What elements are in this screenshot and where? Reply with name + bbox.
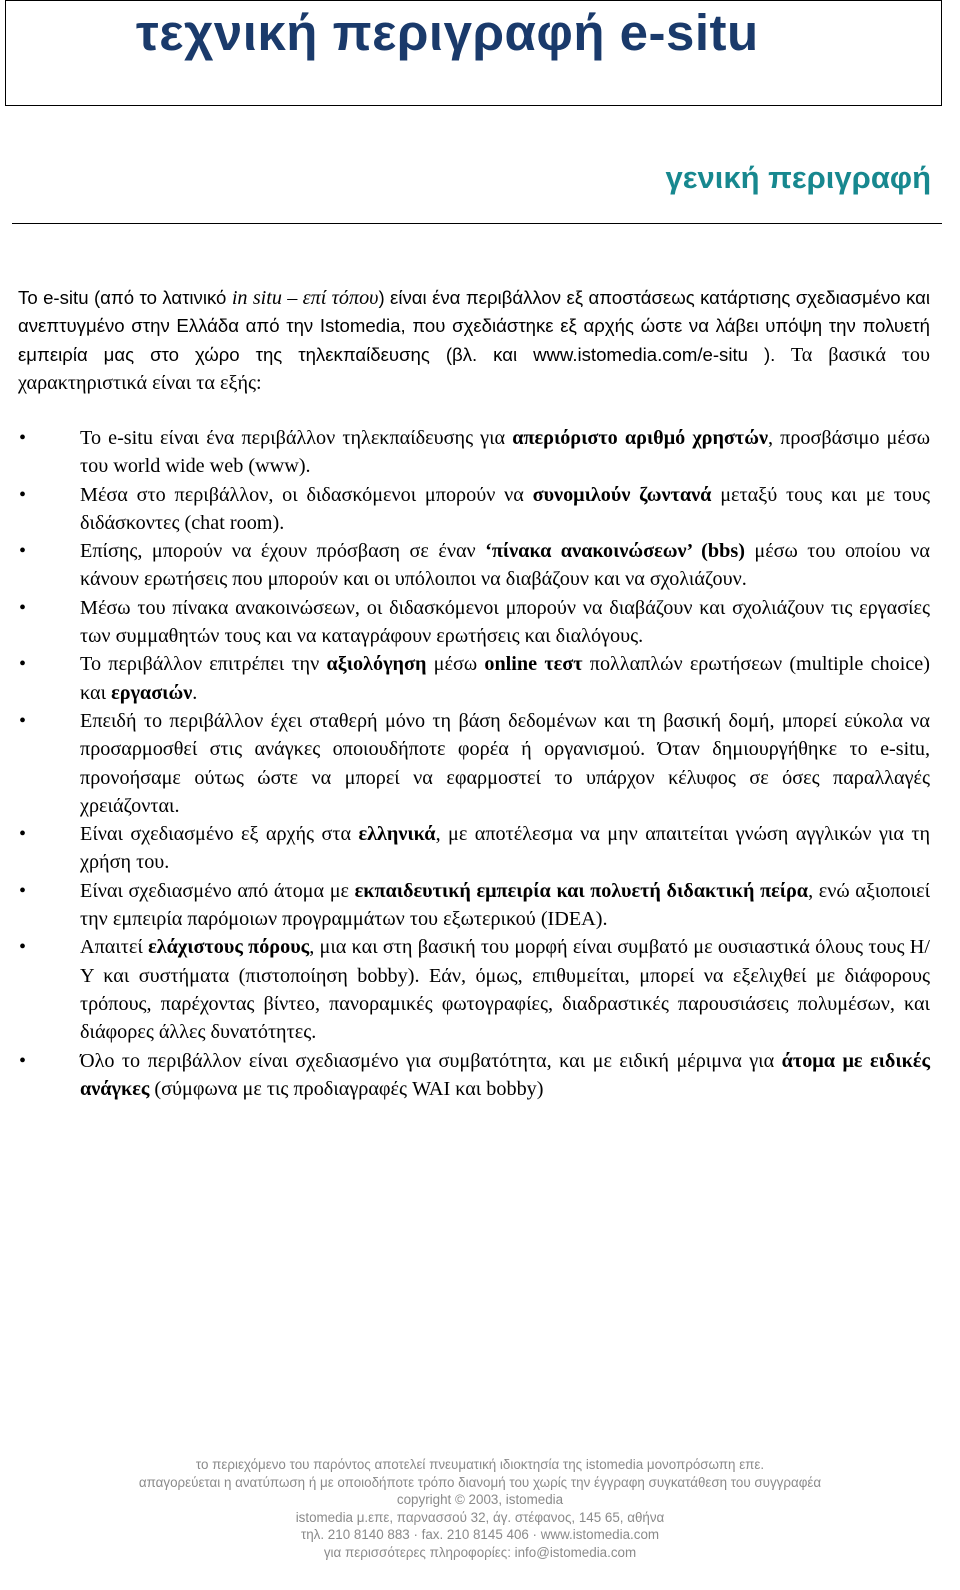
page-title: τεχνική περιγραφή e-situ — [136, 4, 759, 61]
footer-copyright: copyright © 2003, istomedia — [396, 1492, 564, 1508]
footer-reproduction-notice: απαγορεύεται η ανατύπωση ή με οποιοδήποτε τρόπο διανομή του χωρίς την έγγραφη συγκατάθεση του συγγραφέα — [138, 1474, 822, 1490]
item-text: Το e-situ είναι ένα περιβάλλον τηλεκπαίδευσης για — [80, 427, 513, 449]
bullet-icon: • — [19, 879, 27, 902]
bullet-icon: • — [19, 483, 27, 506]
list-item — [19, 424, 931, 481]
bullet-icon: • — [19, 823, 27, 846]
intro-italic: in situ – επί τόπου — [231, 287, 379, 309]
bullet-icon: • — [19, 596, 27, 619]
item-text: , προσβάσιμο μέσω του world wide web (www). — [80, 427, 931, 478]
list-item — [19, 933, 930, 1046]
list-item — [19, 594, 930, 651]
item-text: Απαιτεί — [80, 936, 149, 959]
item-text: Είναι σχεδιασμένο από άτομα με — [80, 879, 355, 902]
item-bold: απεριόριστο αριθμό χρηστών — [512, 427, 768, 449]
bullet-icon: • — [19, 427, 27, 449]
item-bold: ελάχιστους πόρους — [148, 936, 310, 959]
list-item — [19, 820, 931, 877]
item-text: Όλο το περιβάλλον είναι σχεδιασμένο για συμβατότητα, και με ειδική μέριμνα για — [80, 1049, 782, 1072]
item-bold: εκπαιδευτική εμπειρία και πολυετή διδακτική πείρα — [354, 879, 809, 902]
bullet-icon: • — [19, 709, 27, 732]
item-text: , με αποτέλεσμα να μην απαιτείται γνώση αγγλικών για τη χρήση του. — [80, 823, 931, 874]
item-text: Το περιβάλλον επιτρέπει την — [80, 653, 327, 676]
item-bold: ‘πίνακα ανακοινώσεων’ (bbs) — [485, 540, 745, 563]
bullet-icon: • — [19, 653, 27, 676]
bullet-icon: • — [19, 540, 27, 563]
item-text: Επίσης, μπορούν να έχουν πρόσβαση σε έναν — [80, 540, 486, 563]
item-bold: ελληνικά — [358, 823, 436, 846]
intro-text-2: ) είναι ένα περιβάλλον εξ αποστάσεως κατάρτισης σχεδιασμένο και ανεπτυγμένο στην Ελλάδα από την Istomedia, που σχεδιάστηκε εξ αρχής ώστε να λάβει υπόψη την πολυετή εμπειρία μας στο χώρο της τηλεκπαίδευσης (βλ. και www.istomedia.com/e-situ ). — [18, 287, 930, 365]
intro-text-1: Το e-situ (από το λατινικό — [18, 287, 232, 308]
intro-text-3: Τα βασικά του χαρακτηριστικά είναι τα εξής: — [18, 343, 930, 394]
item-text: . — [192, 681, 198, 704]
horizontal-rule — [12, 223, 942, 224]
list-item — [19, 877, 930, 934]
footer-contact: τηλ. 210 8140 883 · fax. 210 8145 406 · www.istomedia.com — [300, 1527, 660, 1543]
item-bold: συνομιλούν ζωντανά — [532, 483, 712, 506]
footer-copyright-notice: το περιεχόμενο του παρόντος αποτελεί πνευματική ιδιοκτησία της istomedia μονοπρόσωπη επε. — [195, 1457, 765, 1472]
page-footer — [0, 1456, 960, 1562]
list-item — [19, 707, 930, 820]
title-box — [5, 0, 942, 106]
item-text: , ενώ αξιοποιεί την εμπειρία παρόμοιων προγραμμάτων του εξωτερικού (IDEA). — [80, 879, 930, 931]
item-text: (σύμφωνα με τις προδιαγραφές WAI και bobby) — [149, 1077, 544, 1100]
list-item — [19, 537, 931, 594]
item-text: πολλαπλών ερωτήσεων (multiple choice) και — [80, 653, 930, 704]
item-text: μέσω — [426, 653, 485, 676]
footer-info-email: για περισσότερες πληροφορίες: info@istomedia.com — [323, 1544, 637, 1560]
item-text: Είναι σχεδιασμένο εξ αρχής στα — [80, 823, 359, 846]
item-text: Μέσω του πίνακα ανακοινώσεων, οι διδασκόμενοι μπορούν να διαβάζουν και σχολιάζουν τις εργασίες των συμμαθητών τους και να καταγράφουν ερωτήσεις και διαλόγους. — [80, 596, 930, 648]
item-bold: άτομα με ειδικές ανάγκες — [80, 1049, 930, 1100]
item-text: Επειδή το περιβάλλον έχει σταθερή μόνο τη βάση δεδομένων και τη βασική δομή, μπορεί εύκολα να προσαρμοσθεί στις ανάγκες οποιουδήποτε φορέα ή οργανισμού. Όταν δημιουργήθηκε το e-situ, προνοήσαμε ούτως ώστε να μπορεί να εφαρμοστεί το υπάρχον κέλυφος σε όσες παραλλαγές χρειάζονται. — [80, 709, 930, 817]
list-item — [19, 650, 930, 707]
bullet-icon: • — [19, 1049, 27, 1072]
item-text: μεταξύ τους και με τους διδάσκοντες (chat room). — [80, 483, 930, 534]
intro-paragraph — [18, 284, 930, 397]
list-item — [19, 1047, 930, 1104]
item-bold: online τεστ — [484, 653, 583, 676]
item-text: μέσω του οποίου να κάνουν ερωτήσεις που μπορούν και οι υπόλοιποι να διαβάζουν και να σχολιάζουν. — [80, 540, 931, 591]
footer-address: istomedia μ.επε, παρνασσού 32, άγ. στέφανος, 145 65, αθήνα — [295, 1509, 665, 1525]
item-bold: εργασιών — [111, 681, 193, 704]
list-item — [19, 481, 930, 538]
item-bold: αξιολόγηση — [326, 653, 427, 676]
item-text: , μια και στη βασική του μορφή είναι συμβατό με ουσιαστικά όλους τους Η/Υ και συστήματα (πιστοποίηση bobby). Εάν, όμως, επιθυμείται, μπορεί να εξελιχθεί με διάφορους τρόπους, παρέχοντας βίντεο, πανοραμικές φωτογραφίες, διαδραστικές παρουσιάσεις πολυμέσων, και διάφορες άλλες δυνατότητες. — [80, 936, 930, 1044]
bullet-icon: • — [19, 936, 27, 959]
feature-list — [0, 424, 960, 1103]
section-subtitle: γενική περιγραφή — [665, 160, 931, 195]
item-text: Μέσα στο περιβάλλον, οι διδασκόμενοι μπορούν να — [80, 483, 533, 506]
